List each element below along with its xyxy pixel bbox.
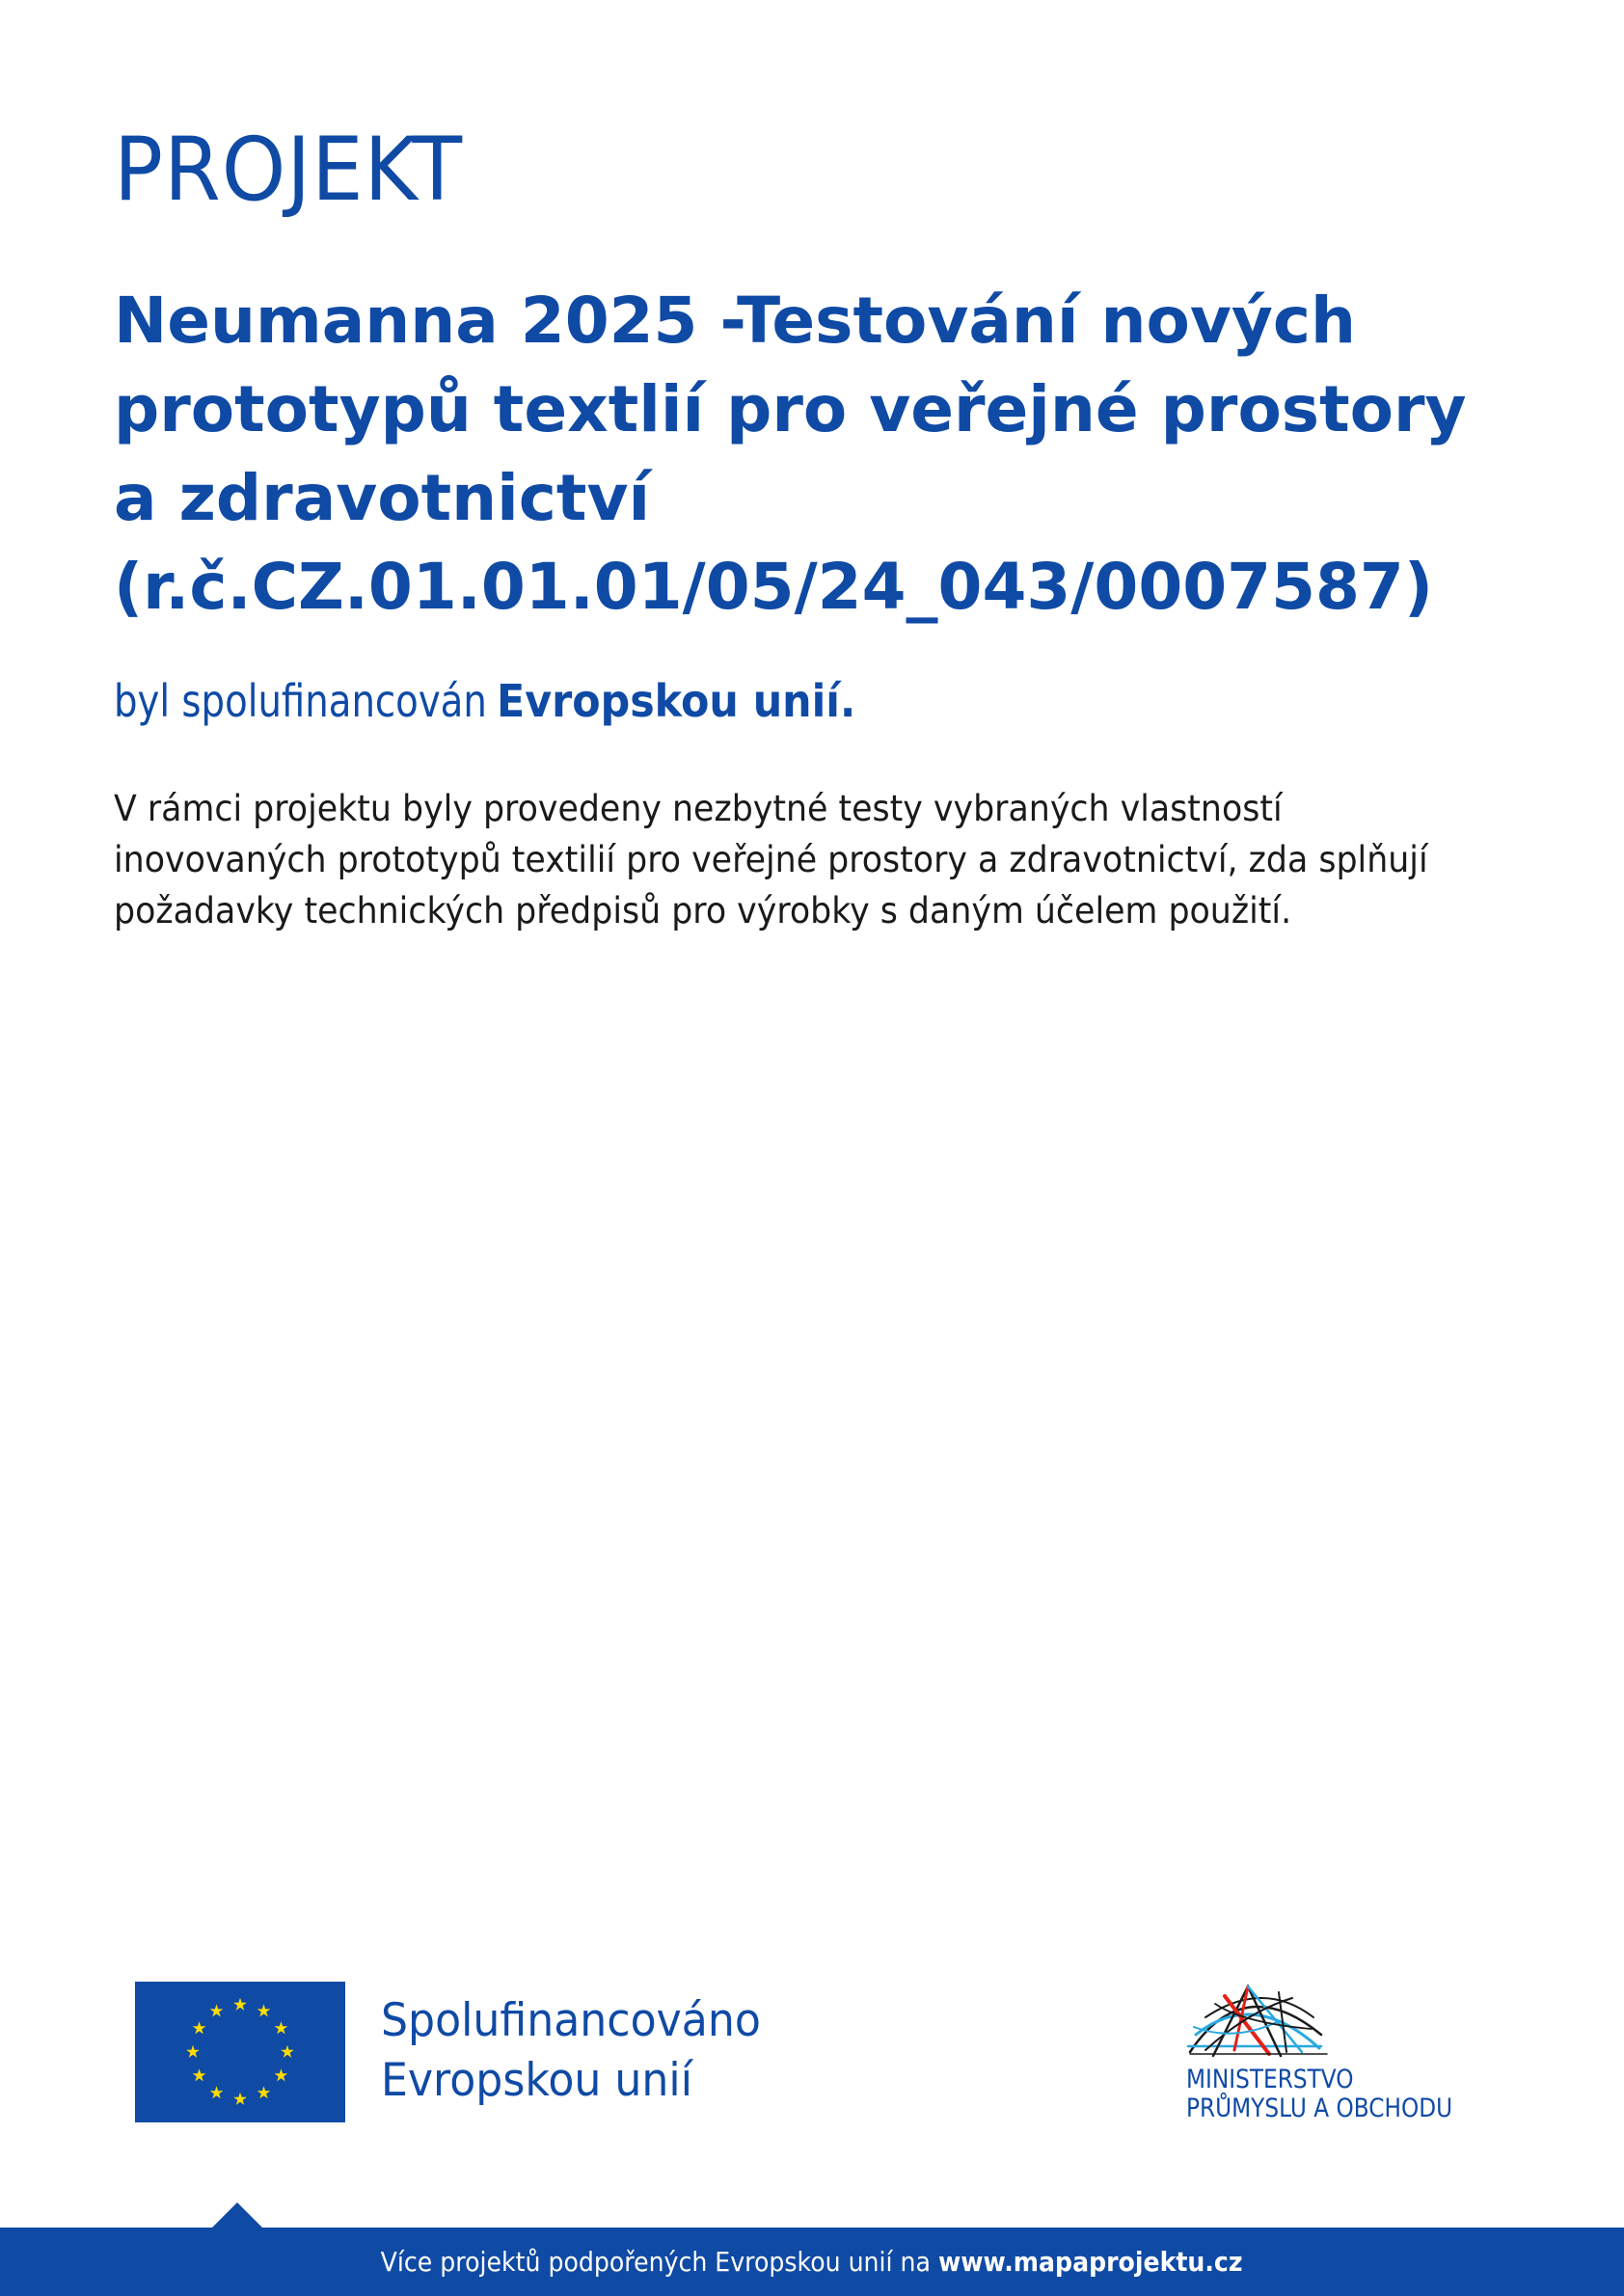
eu-flag-icon: [135, 1982, 345, 2122]
ministry-name-line: MINISTERSTVO: [1186, 2065, 1354, 2094]
eu-star-icon: [210, 2004, 224, 2016]
eu-logo-line: Spolufinancováno: [381, 1994, 761, 2047]
eu-star-icon: [257, 2086, 271, 2098]
footer-bar: [0, 2228, 1624, 2296]
ministry-name: [1186, 2066, 1496, 2123]
eu-star-icon: [233, 2093, 247, 2105]
ministry-name-line: PRŮMYSLU A OBCHODU: [1186, 2093, 1453, 2123]
eu-star-icon: [275, 2068, 288, 2081]
cofinance-emphasis: Evropskou unií.: [497, 675, 856, 727]
cofinance-prefix: byl spolufinancován: [114, 675, 487, 727]
eu-star-icon: [257, 2004, 271, 2016]
eu-logo-line: Evropskou unií: [381, 2054, 692, 2107]
project-title-line: prototypů textlií pro veřejné prostory: [114, 372, 1467, 446]
ministry-emblem-icon: [1186, 1979, 1331, 2060]
project-title: [114, 277, 1512, 632]
description-line: V rámci projektu byly provedeny nezbytné testy vybraných vlastností: [114, 788, 1283, 829]
eu-star-icon: [210, 2086, 224, 2098]
eu-star-icon: [186, 2045, 200, 2058]
eu-star-icon: [193, 2068, 206, 2081]
footer-link[interactable]: www.mapaprojektu.cz: [938, 2246, 1243, 2278]
eu-cofinance-logo: [135, 1982, 810, 2122]
eu-star-icon: [281, 2045, 294, 2058]
description-line: požadavky technických předpisů pro výrobky s daným účelem použití.: [114, 890, 1292, 932]
footer-notch: [212, 2202, 262, 2228]
description-line: inovovaných prototypů textilií pro veřejné prostory a zdravotnictví, zda splňují: [114, 839, 1428, 880]
ministry-logo: [1184, 1979, 1502, 2133]
cofinance-statement: [114, 675, 882, 728]
eu-star-icon: [233, 1998, 247, 2011]
eu-logo-text: [381, 1991, 785, 2111]
page-label: PROJEKT: [114, 120, 464, 221]
eu-star-icon: [275, 2021, 288, 2034]
project-title-line: a zdravotnictví: [114, 461, 651, 535]
footer-text: [381, 2228, 1243, 2296]
eu-stars-icon: [135, 1982, 345, 2122]
project-title-line: Neumanna 2025 -Testování nových: [114, 284, 1356, 358]
project-description: [114, 783, 1522, 936]
project-registration-number: (r.č.CZ.01.01.01/05/24_043/0007587): [114, 550, 1434, 624]
footer-caption: Více projektů podpořených Evropskou unií na: [381, 2246, 932, 2278]
eu-star-icon: [193, 2021, 206, 2034]
